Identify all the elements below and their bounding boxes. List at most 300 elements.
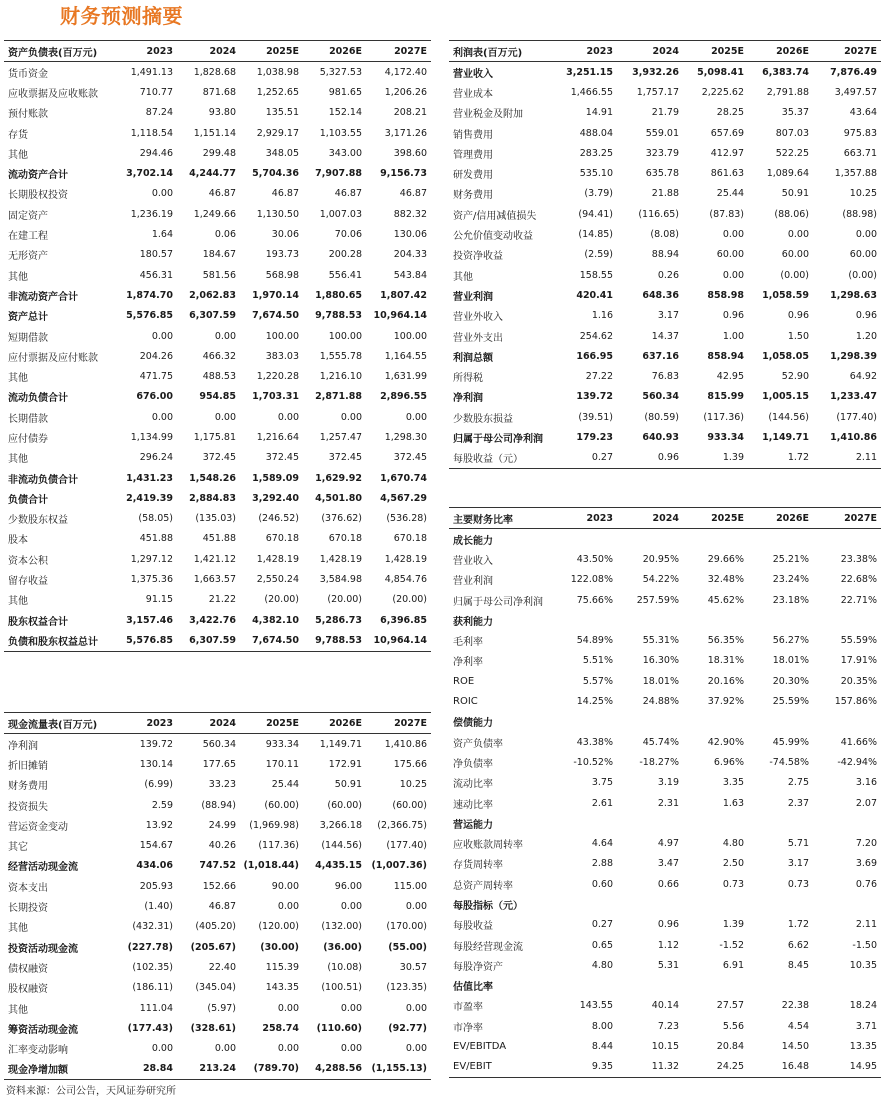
- cell-value: 3.71: [855, 1020, 877, 1032]
- table-row: [449, 204, 881, 224]
- cell-value: [813, 894, 881, 914]
- cell-value: (88.06): [774, 208, 809, 220]
- table-row: [4, 163, 431, 183]
- cell-value: 25.44: [271, 779, 299, 791]
- cell-value: 0.00: [214, 411, 236, 423]
- cell-value: (100.51): [321, 982, 362, 994]
- cell-value: 1.16: [591, 310, 613, 322]
- financial-ratios-table: [449, 507, 881, 1078]
- cell-value: 807.03: [775, 127, 809, 139]
- row-label: 投资活动现金流: [8, 943, 78, 955]
- cell-value: 488.04: [579, 127, 613, 139]
- cell-value: 28.84: [117, 1059, 177, 1080]
- cell-value: 96.00: [334, 880, 362, 892]
- table-title: 现金流量表(百万元): [4, 713, 117, 734]
- table-row: [4, 549, 431, 569]
- cell-value: 1.39: [683, 448, 748, 469]
- cell-value: 139.72: [576, 391, 613, 403]
- cell-value: [683, 610, 748, 630]
- table-row: [4, 82, 431, 102]
- cell-value: 343.00: [328, 147, 362, 159]
- row-label: 资产/信用减值损失: [453, 210, 537, 222]
- table-row: [4, 630, 431, 651]
- cell-value: 0.00: [340, 1043, 362, 1055]
- row-label: 流动负债合计: [8, 393, 68, 405]
- cell-value: 466.32: [202, 350, 236, 362]
- cell-value: 1,151.14: [193, 127, 236, 139]
- cell-value: (92.77): [388, 1022, 427, 1034]
- cell-value: 45.62%: [707, 594, 744, 606]
- cell-value: 139.72: [139, 738, 173, 750]
- cell-value: 543.84: [393, 269, 427, 281]
- cell-value: 0.00: [277, 901, 299, 913]
- table-header-row: [449, 508, 881, 529]
- row-label: 每股净资产: [453, 961, 503, 973]
- cell-value: 1,631.99: [384, 371, 427, 383]
- cell-value: 0.00: [214, 1043, 236, 1055]
- cell-value: 670.18: [393, 533, 427, 545]
- row-label: 货币资金: [8, 68, 48, 80]
- cell-value: 1,428.19: [384, 553, 427, 565]
- cell-value: 5,576.85: [126, 310, 173, 322]
- cell-value: 1,874.70: [126, 289, 173, 301]
- cell-value: 4,172.40: [384, 66, 427, 78]
- row-label: 营业利润: [453, 291, 493, 303]
- row-label: 营业外收入: [453, 312, 503, 324]
- column-header: 2023: [117, 41, 177, 62]
- cell-value: 46.87: [208, 188, 236, 200]
- column-header: 2025E: [683, 41, 748, 62]
- table-row: [4, 569, 431, 589]
- cell-value: (3.79): [584, 188, 613, 200]
- table-row: [4, 448, 431, 468]
- cell-value: 8.45: [787, 959, 809, 971]
- cell-value: 1,220.28: [256, 371, 299, 383]
- table-row: [449, 82, 881, 102]
- row-label: 其他: [8, 271, 28, 283]
- cell-value: 3,497.57: [834, 86, 877, 98]
- row-label: 每股收益: [453, 921, 493, 933]
- table-row: [449, 366, 881, 386]
- table-row: [449, 874, 881, 894]
- cell-value: 10.25: [399, 779, 427, 791]
- cell-value: [748, 529, 813, 550]
- cell-value: (186.11): [132, 982, 173, 994]
- table-row: [4, 957, 431, 977]
- cell-value: 560.34: [202, 738, 236, 750]
- cell-value: 1,970.14: [252, 289, 299, 301]
- cell-value: 18.01%: [772, 655, 809, 667]
- cell-value: 1,589.09: [252, 472, 299, 484]
- cell-value: 5,704.36: [252, 168, 299, 180]
- cell-value: 1,297.12: [130, 553, 173, 565]
- cell-value: [813, 529, 881, 550]
- column-header: 2027E: [813, 508, 881, 529]
- column-header: 2023: [561, 508, 617, 529]
- cell-value: (177.40): [386, 840, 427, 852]
- cell-value: (2.59): [584, 249, 613, 261]
- cell-value: 0.26: [657, 269, 679, 281]
- cell-value: 18.24: [849, 1000, 877, 1012]
- income-statement-table: [449, 40, 881, 469]
- cell-value: 46.87: [334, 188, 362, 200]
- cell-value: 981.65: [328, 86, 362, 98]
- cell-value: 670.18: [328, 533, 362, 545]
- cell-value: (405.20): [195, 921, 236, 933]
- cell-value: 46.87: [208, 901, 236, 913]
- cell-value: -10.52%: [573, 756, 613, 768]
- row-label: EV/EBITDA: [453, 1041, 507, 1053]
- row-label: 其他: [8, 454, 28, 466]
- row-label: 固定资产: [8, 210, 48, 222]
- cell-value: 1,357.88: [834, 168, 877, 180]
- cell-value: 10.35: [849, 959, 877, 971]
- cell-value: 130.14: [139, 758, 173, 770]
- row-label: 研发费用: [453, 170, 493, 182]
- cell-value: (36.00): [323, 941, 362, 953]
- row-label: 营业利润: [453, 576, 493, 588]
- table-row: [4, 590, 431, 610]
- cell-value: 25.44: [716, 188, 744, 200]
- cell-value: 535.10: [579, 168, 613, 180]
- row-label: 应收票据及应收账款: [8, 88, 98, 100]
- cell-value: 258.74: [262, 1022, 299, 1034]
- table-row: [449, 123, 881, 143]
- table-row: [449, 691, 881, 711]
- cell-value: (87.83): [709, 208, 744, 220]
- cell-value: 16.48: [748, 1057, 813, 1078]
- column-header: 2026E: [748, 508, 813, 529]
- cell-value: (88.98): [842, 208, 877, 220]
- column-header: 2023: [117, 713, 177, 734]
- cell-value: 670.18: [265, 533, 299, 545]
- cell-value: 115.39: [265, 961, 299, 973]
- row-label: 投资净收益: [453, 251, 503, 263]
- cell-value: 640.93: [642, 431, 679, 443]
- cell-value: (8.08): [650, 229, 679, 241]
- table-row: [449, 732, 881, 752]
- row-label: 偿债能力: [453, 718, 493, 730]
- table-row: [4, 245, 431, 265]
- row-label: 存货: [8, 129, 28, 141]
- table-header-row: [449, 41, 881, 62]
- table-row: [4, 815, 431, 835]
- cell-value: 3,292.40: [252, 492, 299, 504]
- cell-value: (135.03): [195, 513, 236, 525]
- row-label: 其他: [8, 596, 28, 608]
- cell-value: 559.01: [645, 127, 679, 139]
- cell-value: 2.75: [787, 777, 809, 789]
- cell-value: (0.00): [780, 269, 809, 281]
- cell-value: 635.78: [645, 168, 679, 180]
- cell-value: 20.95%: [642, 553, 679, 565]
- cell-value: [748, 712, 813, 732]
- table-row: [449, 407, 881, 427]
- cell-value: (120.00): [258, 921, 299, 933]
- row-label: 营业成本: [453, 88, 493, 100]
- cell-value: 1,548.26: [189, 472, 236, 484]
- cell-value: (55.00): [388, 941, 427, 953]
- cell-value: 2,419.39: [126, 492, 173, 504]
- table-row: [4, 103, 431, 123]
- table-row: [4, 346, 431, 366]
- page-title: 财务预测摘要: [60, 4, 183, 28]
- cell-value: 100.00: [265, 330, 299, 342]
- row-label: 营业外支出: [453, 332, 503, 344]
- cell-value: 4.64: [591, 838, 613, 850]
- cell-value: 28.25: [716, 107, 744, 119]
- cell-value: 3.17: [657, 310, 679, 322]
- row-label: 每股指标（元）: [453, 900, 523, 912]
- cell-value: 23.18%: [772, 594, 809, 606]
- cell-value: 93.80: [208, 107, 236, 119]
- section-row: [449, 610, 881, 630]
- row-label: 净负债率: [453, 758, 493, 770]
- row-label: 其他: [453, 271, 473, 283]
- cell-value: 1,216.64: [256, 431, 299, 443]
- row-label: 财务费用: [453, 190, 493, 202]
- cell-value: 1,491.13: [130, 66, 173, 78]
- table-row: [449, 955, 881, 975]
- cell-value: 154.67: [139, 840, 173, 852]
- cell-value: 111.04: [139, 1002, 173, 1014]
- cell-value: 676.00: [136, 391, 173, 403]
- cell-value: -18.27%: [639, 756, 679, 768]
- cell-value: 0.00: [151, 188, 173, 200]
- cell-value: 1.00: [722, 330, 744, 342]
- cell-value: [561, 813, 617, 833]
- column-header: 2023: [561, 41, 617, 62]
- row-label: 无形资产: [8, 251, 48, 263]
- cell-value: 24.25: [683, 1057, 748, 1078]
- table-row: [4, 407, 431, 427]
- cell-value: 180.57: [139, 249, 173, 261]
- cell-value: 1.72: [748, 448, 813, 469]
- cell-value: (117.36): [258, 840, 299, 852]
- row-label: 其它: [8, 842, 28, 854]
- cell-value: 55.31%: [642, 635, 679, 647]
- cell-value: 2.31: [657, 797, 679, 809]
- cell-value: 2.50: [722, 858, 744, 870]
- table-row: [4, 856, 431, 876]
- cell-value: (80.59): [644, 411, 679, 423]
- cell-value: 1,257.47: [319, 431, 362, 443]
- table-title: 资产负债表(百万元): [4, 41, 117, 62]
- table-row: [449, 103, 881, 123]
- cell-value: 29.66%: [707, 553, 744, 565]
- row-label: 资产负债率: [453, 738, 503, 750]
- cell-value: 175.66: [393, 758, 427, 770]
- table-row: [4, 143, 431, 163]
- cell-value: 1,555.78: [319, 350, 362, 362]
- row-label: 市盈率: [453, 1002, 483, 1014]
- cell-value: 5,286.73: [315, 614, 362, 626]
- cell-value: 2,550.24: [256, 574, 299, 586]
- cell-value: 1,807.42: [380, 289, 427, 301]
- cell-value: [813, 976, 881, 996]
- cell-value: 25.59%: [772, 696, 809, 708]
- table-row: [449, 1036, 881, 1056]
- cell-value: 0.00: [277, 411, 299, 423]
- cell-value: 0.00: [340, 411, 362, 423]
- row-label: 股东权益合计: [8, 616, 68, 628]
- cell-value: 7,876.49: [830, 66, 877, 78]
- column-header: 2025E: [683, 508, 748, 529]
- table-row: [449, 854, 881, 874]
- cell-value: 488.53: [202, 371, 236, 383]
- cell-value: 23.24%: [772, 574, 809, 586]
- table-row: [449, 935, 881, 955]
- cell-value: (177.40): [836, 411, 877, 423]
- table-row: [4, 835, 431, 855]
- cell-value: 6,307.59: [189, 310, 236, 322]
- cell-value: (117.36): [703, 411, 744, 423]
- cell-value: 5.71: [787, 838, 809, 850]
- cell-value: 0.00: [722, 229, 744, 241]
- cell-value: 22.38: [781, 1000, 809, 1012]
- cell-value: 200.28: [328, 249, 362, 261]
- cell-value: 5,327.53: [319, 66, 362, 78]
- cell-value: 1,252.65: [256, 86, 299, 98]
- cell-value: 1,005.15: [762, 391, 809, 403]
- cell-value: 568.98: [265, 269, 299, 281]
- cell-value: 2,896.55: [380, 391, 427, 403]
- cell-value: 637.16: [642, 350, 679, 362]
- row-label: 估值比率: [453, 982, 493, 994]
- column-header: 2027E: [366, 41, 431, 62]
- table-header-row: [4, 713, 431, 734]
- cell-value: (0.00): [848, 269, 877, 281]
- section-row: [449, 813, 881, 833]
- cell-value: (5.97): [207, 1002, 236, 1014]
- cell-value: 1,431.23: [126, 472, 173, 484]
- cell-value: 20.84: [716, 1041, 744, 1053]
- cell-value: 0.00: [340, 1002, 362, 1014]
- cash-flow-table: [4, 712, 431, 1080]
- table-row: [449, 630, 881, 650]
- cell-value: 710.77: [139, 86, 173, 98]
- cell-value: (30.00): [260, 941, 299, 953]
- cell-value: 25.21%: [772, 553, 809, 565]
- row-label: 营业收入: [453, 68, 493, 80]
- row-label: 所得税: [453, 373, 483, 385]
- row-label: 非流动资产合计: [8, 291, 78, 303]
- row-label: 负债合计: [8, 494, 48, 506]
- cell-value: [617, 813, 683, 833]
- table-row: [4, 775, 431, 795]
- cell-value: (110.60): [316, 1022, 362, 1034]
- cell-value: 27.57: [716, 1000, 744, 1012]
- cell-value: 3.47: [657, 858, 679, 870]
- table-row: [449, 62, 881, 83]
- column-header: 2027E: [366, 713, 431, 734]
- cell-value: 9,788.53: [315, 310, 362, 322]
- cell-value: 2.11: [813, 448, 881, 469]
- cell-value: 471.75: [139, 371, 173, 383]
- cell-value: 383.03: [265, 350, 299, 362]
- row-label: 预付账款: [8, 109, 48, 121]
- table-row: [449, 915, 881, 935]
- cell-value: 4.80: [722, 838, 744, 850]
- cell-value: 30.57: [399, 961, 427, 973]
- cell-value: 0.65: [591, 939, 613, 951]
- cell-value: 2.59: [151, 799, 173, 811]
- cell-value: 0.00: [405, 411, 427, 423]
- cell-value: 3,171.26: [384, 127, 427, 139]
- cell-value: 1,828.68: [193, 66, 236, 78]
- table-row: [4, 917, 431, 937]
- cell-value: 815.99: [707, 391, 744, 403]
- row-label: 现金净增加额: [4, 1059, 117, 1080]
- row-label: 市净率: [453, 1022, 483, 1034]
- row-label: 销售费用: [453, 129, 493, 141]
- cell-value: 3,157.46: [126, 614, 173, 626]
- column-header: 2026E: [303, 713, 366, 734]
- table-row: [449, 224, 881, 244]
- cell-value: (6.99): [144, 779, 173, 791]
- cell-value: 3,422.76: [189, 614, 236, 626]
- row-label: 存货周转率: [453, 860, 503, 872]
- row-label: 其他: [8, 923, 28, 935]
- cell-value: 4.97: [657, 838, 679, 850]
- cell-value: 858.98: [707, 289, 744, 301]
- cell-value: (102.35): [132, 961, 173, 973]
- cell-value: 22.40: [208, 961, 236, 973]
- cell-value: 3.19: [657, 777, 679, 789]
- row-label: 归属于母公司净利润: [453, 433, 543, 445]
- cell-value: 40.26: [208, 840, 236, 852]
- cell-value: 1.39: [722, 919, 744, 931]
- row-label: 流动资产合计: [8, 170, 68, 182]
- cell-value: 0.00: [151, 411, 173, 423]
- row-label: 应付债券: [8, 433, 48, 445]
- cell-value: 172.91: [328, 758, 362, 770]
- source-note: 资料来源：公司公告，天风证券研究所: [6, 1086, 176, 1097]
- cell-value: 0.76: [855, 878, 877, 890]
- row-label: 归属于母公司净利润: [453, 596, 543, 608]
- cell-value: (1,007.36): [371, 860, 427, 872]
- cell-value: 6.62: [787, 939, 809, 951]
- cell-value: 54.89%: [576, 635, 613, 647]
- cell-value: 56.35%: [707, 635, 744, 647]
- column-header: 2026E: [748, 41, 813, 62]
- cell-value: 4,501.80: [315, 492, 362, 504]
- column-header: 2027E: [813, 41, 881, 62]
- table-row: [449, 306, 881, 326]
- cell-value: 76.83: [651, 371, 679, 383]
- cell-value: (132.00): [321, 921, 362, 933]
- cell-value: 283.25: [579, 147, 613, 159]
- table-row: [4, 876, 431, 896]
- cell-value: 87.24: [145, 107, 173, 119]
- cell-value: 4,382.10: [252, 614, 299, 626]
- cell-value: 0.00: [340, 901, 362, 913]
- cell-value: 56.27%: [772, 635, 809, 647]
- row-label: 流动比率: [453, 779, 493, 791]
- cell-value: 1,757.17: [636, 86, 679, 98]
- table-row: [4, 285, 431, 305]
- cell-value: 3.17: [787, 858, 809, 870]
- cell-value: (1.40): [144, 901, 173, 913]
- table-row: [4, 734, 431, 755]
- cell-value: 7.20: [855, 838, 877, 850]
- table-row: [4, 62, 431, 83]
- cell-value: 91.15: [145, 594, 173, 606]
- cell-value: (20.00): [264, 594, 299, 606]
- table-row: [4, 265, 431, 285]
- cell-value: 37.92%: [707, 696, 744, 708]
- table-row: [449, 143, 881, 163]
